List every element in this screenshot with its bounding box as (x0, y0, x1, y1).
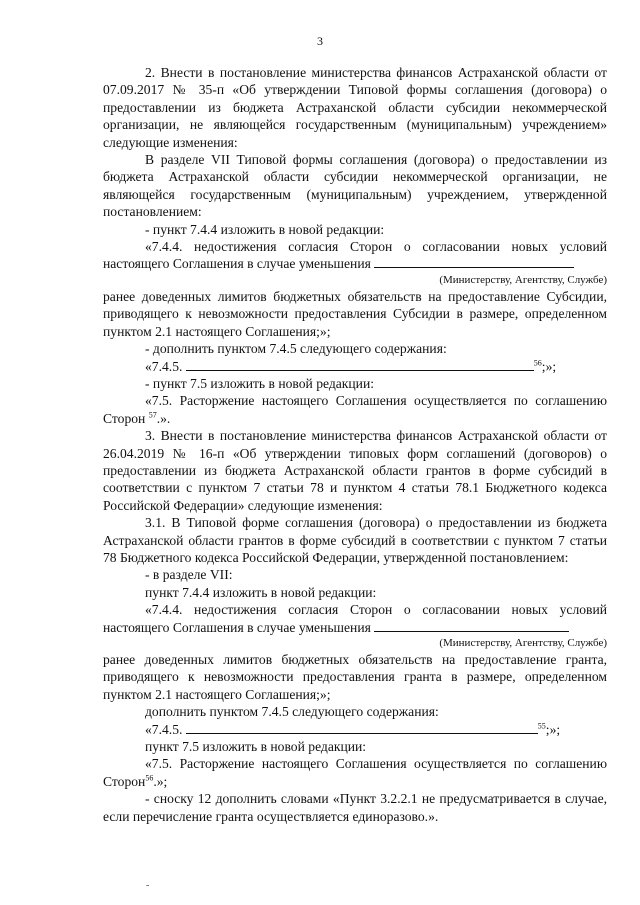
section3-item-745 (103, 721, 607, 738)
section2-item-744-header: - пункт 7.4.4 изложить в новой редакции: (145, 221, 385, 237)
section2-fill-hint: (Министерству, Агентству, Службе) (439, 273, 607, 286)
section2-item-75-header: - пункт 7.5 изложить в новой редакции: (145, 375, 375, 391)
section3-chapter7-label: - в разделе VII: (145, 567, 233, 583)
section2-item-745-number: «7.4.5. (145, 358, 183, 374)
section2-item-744-tail: ранее доведенных лимитов бюджетных обязательств на предоставление Субсидии, приводящего к невозможности предоставления Субсидии в размере, определенном пунктом 2.1 настоящего Соглашения;»; (103, 288, 607, 339)
section3-item-744-lead: «7.4.4. недостижения согласия Сторон о согласовании новых условий настоящего Соглашения в случае уменьшения (103, 602, 607, 635)
section2-fill-line (374, 255, 574, 268)
document-body (103, 64, 607, 825)
section2-intro: 2. Внести в постановление министерства финансов Астраханской области от 07.09.2017 № 35-п «Об утверждении Типовой формы соглашения (договора) о предоставлении из бюджета Астраханской области субсидии некоммерческой организации, не являющейся государственным (муниципальным) учреждением» следующие изменения: (103, 65, 607, 150)
section3-item-744-tail: ранее доведенных лимитов бюджетных обязательств на предоставление гранта, приводящего к невозможности предоставления гранта в размере, определенном пунктом 2.1 настоящего Соглашения;»; (103, 652, 607, 702)
section2-item-744-text (103, 238, 607, 273)
section3-item-75-text (103, 755, 607, 790)
footnote-ref-55: 55 (537, 721, 546, 731)
section3-fill-line (374, 619, 569, 632)
section2-item-744-lead: «7.4.4. недостижения согласия Сторон о согласовании новых условий настоящего Соглашения в случае уменьшения (103, 239, 607, 272)
section2-item-745-line (186, 358, 534, 371)
section3-item-744-header: пункт 7.4.4 изложить в новой редакции: (145, 584, 377, 600)
section3-footnote-12: - сноску 12 дополнить словами «Пункт 3.2.2.1 не предусматривается в случае, если перечисление гранта осуществляется единоразово.». (103, 791, 607, 824)
page-number: 3 (317, 34, 323, 48)
section3-item-745-end: ;»; (545, 721, 561, 737)
section3-fill-hint: (Министерству, Агентству, Службе) (439, 637, 607, 649)
footnote-ref-57: 57 (148, 410, 157, 420)
section2-chapter7-intro: В разделе VII Типовой формы соглашения (договора) о предоставлении из бюджета Астраханской области субсидии некоммерческой организации, не являющейся государственным (муниципальным) учреждением, утвержденной постановлением: (103, 152, 607, 220)
section3-item-75-end: .»; (153, 773, 168, 789)
footer-mark: - (146, 880, 150, 891)
section2-item-745-end: ;»; (541, 358, 557, 374)
section3-item-745-line (186, 721, 538, 734)
footnote-ref-56: 56 (533, 357, 542, 367)
section2-item-745 (103, 358, 607, 375)
section3-item-745-header: дополнить пунктом 7.4.5 следующего содержания: (145, 704, 439, 720)
section3-item-745-number: «7.4.5. (145, 721, 183, 737)
footnote-ref-56b: 56 (145, 773, 154, 783)
section3-item-75-header: пункт 7.5 изложить в новой редакции: (145, 739, 367, 755)
section3-1-intro: 3.1. В Типовой форме соглашения (договора) о предоставлении из бюджета Астраханской области грантов в форме субсидий в соответствии с пунктом 7 статьи 78 Бюджетного кодекса Российской Федерации, утвержденной постановлением: (103, 515, 607, 565)
section3-item-744-text (103, 601, 607, 636)
section3-intro: 3. Внести в постановление министерства финансов Астраханской области от 26.04.2019 № 16-п «Об утверждении типовых форм соглашений (договоров) о предоставлении из бюджета Астраханской области грантов в форме субсидий в соответствии с пунктом 7 статьи 78 и пунктом 4 статьи 78.1 Бюджетного кодекса Российской Федерации» следующие изменения: (103, 428, 607, 513)
section2-item-75-body: «7.5. Расторжение настоящего Соглашения осуществляется по соглашению Сторон (103, 393, 607, 426)
section2-item-75-end: .». (156, 410, 171, 426)
section2-item-745-header: - дополнить пунктом 7.4.5 следующего содержания: (145, 341, 447, 357)
section3-item-75-body: «7.5. Расторжение настоящего Соглашения осуществляется по соглашению Сторон (103, 756, 607, 789)
section2-item-75-text (103, 392, 607, 427)
